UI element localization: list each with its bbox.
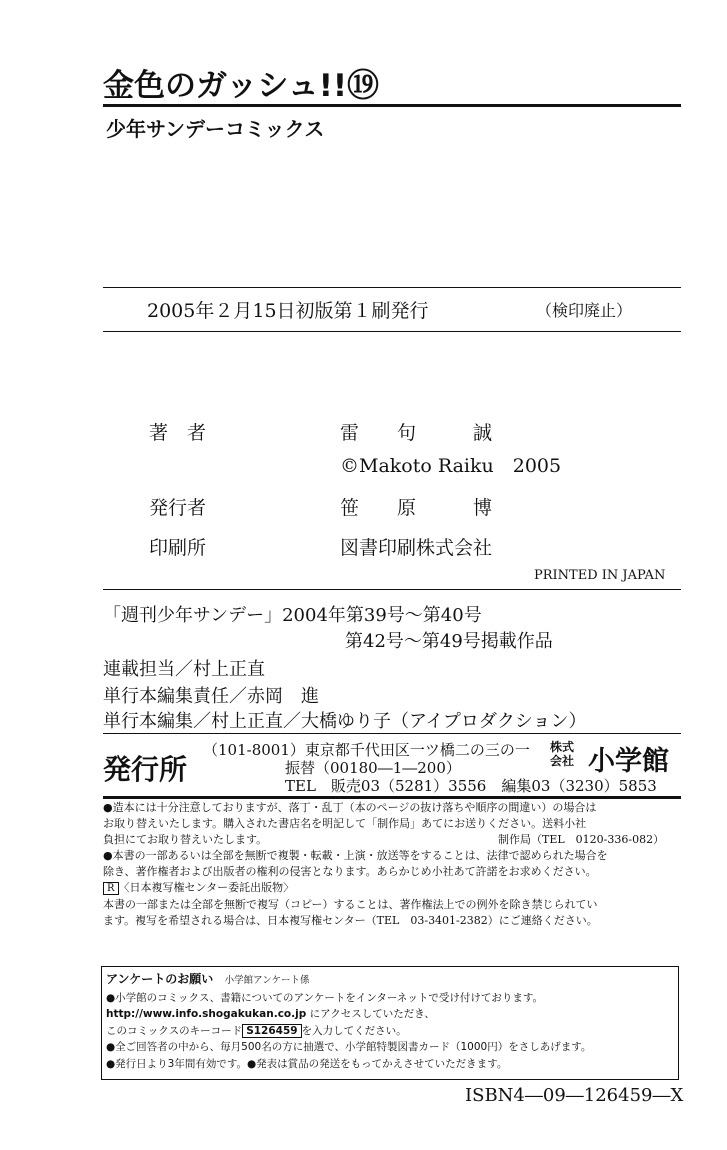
notice-r-text: 〈日本複写権センター委託出版物〉 — [118, 881, 295, 894]
date-bottom-rule — [103, 331, 681, 332]
survey-url-row — [106, 1006, 674, 1023]
author-name: 雷 句 誠 — [340, 422, 493, 444]
isbn: ISBN4―09―126459―X — [465, 1085, 684, 1106]
publisher-top-rule — [103, 733, 681, 734]
serialization-line-2: 第42号～第49号掲載作品 — [345, 631, 553, 652]
survey-key-prefix: このコミックスのキーコード — [106, 1024, 243, 1037]
printed-in-japan: PRINTED IN JAPAN — [534, 568, 666, 583]
series-label: 少年サンデーコミックス — [106, 117, 325, 141]
serialization-line-1: 「週刊少年サンデー」2004年第39号～第40号 — [103, 605, 482, 626]
survey-line-1: ●小学館のコミックス、書籍についてのアンケートをインターネットで受け付けております。 — [106, 991, 544, 1004]
book-title-text: 金色のガッシュ!! — [103, 68, 348, 104]
printer-label: 印刷所 — [149, 537, 207, 559]
publisher-bottom-rule — [103, 796, 681, 799]
survey-subtitle: 小学館アンケート係 — [224, 975, 310, 986]
notice-1-line-3-row — [103, 832, 683, 848]
notice-3-line-2: ます。複写を希望される場合は、日本複写権センター（TEL 03-3401-2382）にご連絡ください。 — [103, 914, 598, 927]
copyright: ©Makoto Raiku 2005 — [340, 455, 562, 477]
publisher-info-label: 発行所 — [103, 753, 188, 786]
editor-credit-1: 連載担当／村上正直 — [103, 659, 265, 680]
title-rule — [103, 104, 681, 107]
publisher-tel: TEL 販売03（5281）3556 編集03（3230）5853 — [285, 777, 657, 795]
r-mark-icon: R — [103, 882, 119, 895]
notice-3-line-1: 本書の一部または全部を無断で複写（コピー）することは、著作権法上での例外を除き禁じられてい — [103, 898, 598, 911]
notice-1-line-1: ●造本には十分注意しておりますが、落丁・乱丁（本のページの抜け落ちや順序の間違い）の場合は — [103, 801, 597, 814]
notices-block — [103, 800, 683, 929]
book-title — [103, 60, 379, 106]
notice-1-contact: 制作局（TEL 0120-336-082） — [498, 833, 665, 846]
company-type — [550, 740, 574, 768]
editor-credit-3: 単行本編集／村上正直／大橋ゆり子（アイプロダクション） — [103, 711, 587, 732]
notice-1-line-3: 負担にてお取り替えいたします。 — [103, 833, 268, 846]
publisher-address: （101-8001）東京都千代田区一ツ橋二の三の一 — [203, 741, 530, 759]
company-name: 小学館 — [588, 746, 669, 777]
survey-key-code: S126459 — [242, 1024, 301, 1038]
stamp-note: （検印廃止） — [536, 301, 633, 320]
date-top-rule — [103, 287, 681, 288]
publisher-label: 発行者 — [149, 497, 207, 519]
notice-1-line-2: お取り替えいたします。購入された書店名を明記して「制作局」あてにお送りください。送料小社 — [103, 817, 587, 830]
survey-title: アンケートのお願い — [106, 972, 214, 986]
notice-r-row — [103, 880, 683, 897]
survey-key-suffix: を入力してください。 — [301, 1024, 407, 1037]
publisher-name: 笹 原 博 — [340, 497, 493, 519]
company-type-line-2: 会社 — [550, 754, 575, 768]
notice-2-line-1: ●本書の一部あるいは全部を無断で複製・転載・上演・放送等をすることは、法律で認められた場合を — [103, 849, 608, 862]
publisher-transfer: 振替（00180―1―200） — [285, 759, 461, 777]
serialization-rule — [103, 589, 681, 590]
printer-name: 図書印刷株式会社 — [340, 537, 493, 559]
volume-number: ⑲ — [347, 66, 380, 104]
survey-header — [106, 971, 674, 990]
notice-2-line-2: 除き、著作権者および出版者の権利の侵害となります。あらかじめ小社あて許諾をお求めください。 — [103, 865, 597, 878]
company-type-line-1: 株式 — [550, 740, 575, 754]
author-label: 著 者 — [149, 422, 207, 444]
survey-box — [101, 966, 679, 1080]
survey-line-4: ●全ご回答者の中から、毎月500名の方に抽選で、小学館特製図書カード（1000円）をさしあげます。 — [106, 1041, 592, 1053]
survey-url[interactable]: http://www.info.shogakukan.co.jp — [106, 1008, 307, 1020]
survey-key-row — [106, 1023, 674, 1040]
publication-date: 2005年２月15日初版第１刷発行 — [147, 300, 429, 322]
survey-line-5: ●発行日より3年間有効です。●発表は賞品の発送をもってかえさせていただきます。 — [106, 1057, 508, 1070]
survey-url-suffix: にアクセスしていただき、 — [309, 1008, 435, 1020]
editor-credit-2: 単行本編集責任／赤岡 進 — [103, 686, 319, 707]
